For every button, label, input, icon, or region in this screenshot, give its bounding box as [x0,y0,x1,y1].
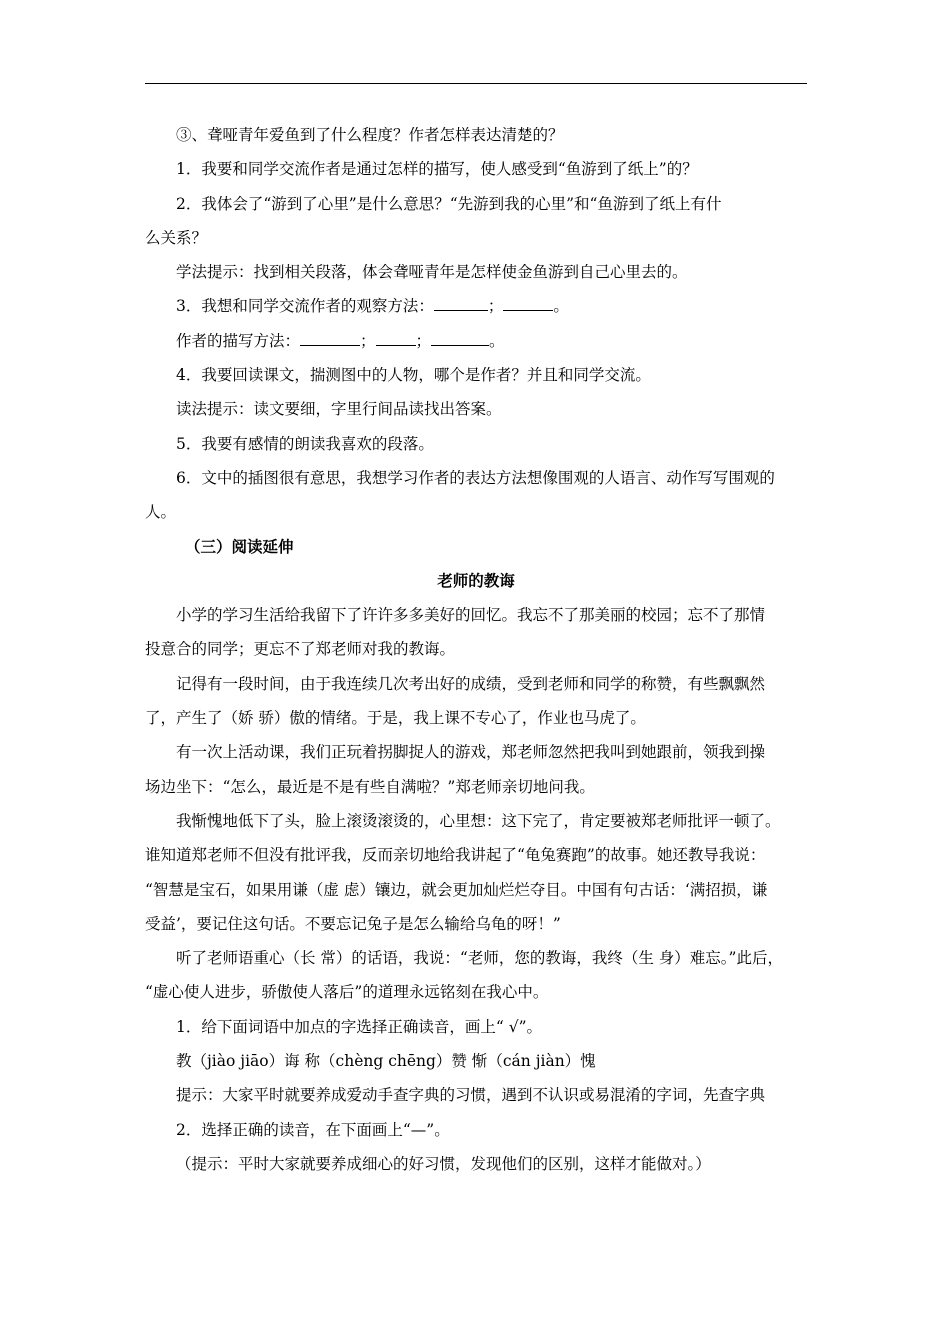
story-paragraph-4-cont: 受益’，要记住这句话。不要忘记兔子是怎么输给乌龟的呀！” [145,914,561,933]
exercise-2-tip: （提示：平时大家就要养成细心的好习惯，发现他们的区别，这样才能做对。） [176,1154,711,1173]
task-5: 5．我要有感情的朗读我喜欢的段落。 [176,434,434,453]
document-body [145,118,807,1181]
story-paragraph-3-cont: 场边坐下：“怎么，最近是不是有些自满啦？”郑老师亲切地问我。 [145,777,595,796]
section-heading: （三）阅读延伸 [185,536,294,556]
story-paragraph-2-cont: 了，产生了（娇 骄）傲的情绪。于是，我上课不专心了，作业也马虎了。 [145,709,646,728]
story-paragraph-1: 小学的学习生活给我留下了许许多多美好的回忆。我忘不了那美丽的校园；忘不了那情 [176,606,766,625]
task-4: 4．我要回读课文，揣测图中的人物，哪个是作者？并且和同学交流。 [176,366,651,385]
story-paragraph-1-cont: 投意合的同学；更忘不了郑老师对我的教诲。 [145,640,456,659]
task-3: 3．我想和同学交流作者的观察方法： ； 。 [145,289,807,323]
answer-blank[interactable] [431,329,489,346]
answer-blank[interactable] [434,295,488,312]
task-6-line2: 人。 [145,503,177,522]
exercise-1-words: 教（jiào jiāo）诲 称（chèng chēng）赞 惭（cán jiàn）愧 [176,1052,596,1071]
study-tip: 学法提示：找到相关段落，体会聋哑青年是怎样使金鱼游到自己心里去的。 [176,263,688,282]
story-paragraph-2: 记得有一段时间，由于我连续几次考出好的成绩，受到老师和同学的称赞，有些飘飘然 [176,674,766,693]
reading-tip: 读法提示：读文要细，字里行间品读找出答案。 [176,400,502,419]
question-3-heading: ③、聋哑青年爱鱼到了什么程度？作者怎样表达清楚的？ [176,126,564,144]
exercise-2: 2．选择正确的读音，在下面画上“—”。 [176,1120,450,1139]
story-paragraph-3: 有一次上活动课，我们正玩着拐脚捉人的游戏，郑老师忽然把我叫到她跟前，领我到操 [176,743,766,762]
exercise-1: 1．给下面词语中加点的字选择正确读音，画上“ √”。 [176,1017,543,1036]
task-3-label: 3．我想和同学交流作者的观察方法： [176,297,434,316]
story-paragraph-4: 我惭愧地低下了头，脸上滚烫滚烫的，心里想：这下完了，肯定要被郑老师批评一顿了。 [176,811,781,830]
answer-blank[interactable] [503,295,553,312]
exercise-1-tip: 提示：大家平时就要养成爱动手查字典的习惯，遇到不认识或易混淆的字词，先查字典 [176,1086,766,1105]
story-paragraph-4-cont: “智慧是宝石，如果用谦（虚 虑）镶边，就会更加灿烂烂夺目。中国有句古话：‘满招损，谦 [145,880,768,899]
story-title: 老师的教诲 [437,570,515,590]
task-6-line1: 6．文中的插图很有意思，我想学习作者的表达方法想像围观的人语言、动作写写围观的 [176,468,775,487]
methods-label: 作者的描写方法： [176,331,301,350]
story-paragraph-4-cont: 谁知道郑老师不但没有批评我，反而亲切地给我讲起了“龟兔赛跑”的故事。她还教导我说： [145,846,766,865]
task-1: 1．我要和同学交流作者是通过怎样的描写，使人感受到“鱼游到了纸上”的？ [176,160,698,179]
story-paragraph-5-cont: “虚心使人进步，骄傲使人落后”的道理永远铭刻在我心中。 [145,983,549,1002]
story-paragraph-5: 听了老师语重心（长 常）的话语，我说：“老师，您的教诲，我终（生 身）难忘。”此后， [176,949,783,968]
task-2-line1: 2．我体会了“游到了心里”是什么意思？“先游到我的心里”和“鱼游到了纸上有什 [176,194,722,213]
answer-blank[interactable] [300,329,360,346]
answer-blank[interactable] [376,329,416,346]
task-3-methods: 作者的描写方法： ； ； 。 [145,324,807,358]
task-2-line2: 么关系？ [145,228,208,247]
header-rule [145,83,807,84]
